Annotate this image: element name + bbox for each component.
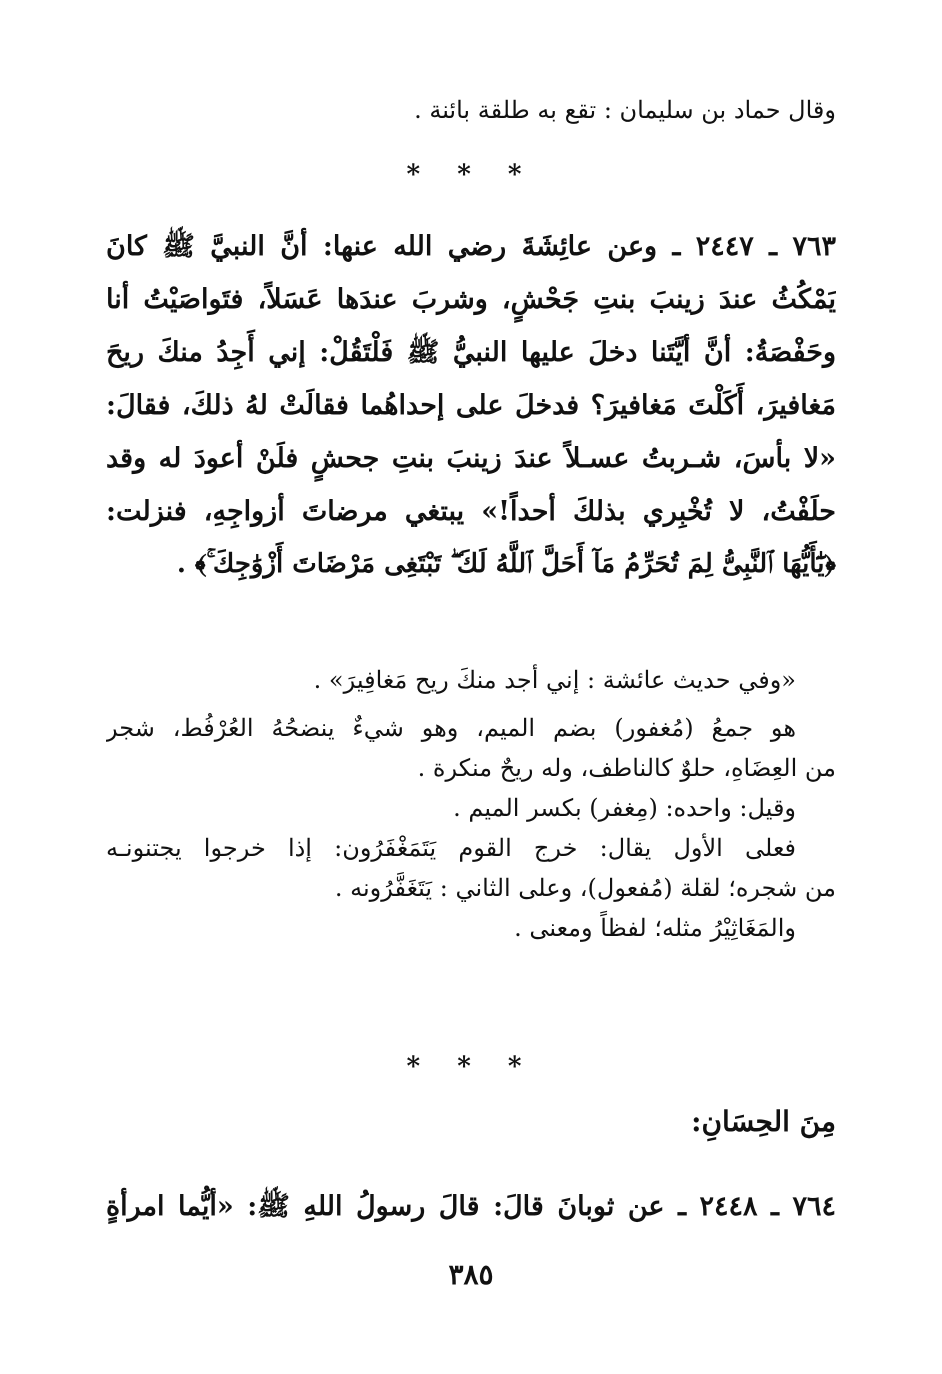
hadith-763: [106, 220, 836, 591]
hadith-763-line-5: «لا بأسَ، شـربتُ عسـلاً عندَ زينبَ بنتِ جحشٍ فلَنْ أعودَ له وقد: [106, 443, 836, 474]
separator-top: * * *: [406, 160, 536, 190]
hadith-763-line-6: حلَفْتُ، لا تُخْبِري بذلكَ أحداً!» يبتغي مرضاتَ أزواجِهِ، فنزلت:: [106, 496, 836, 527]
hadith-763-line-1: ٧٦٣ ـ ٢٤٤٧ ـ وعن عائِشَةَ رضي الله عنها: أنَّ النبيَّ ﷺ كانَ: [106, 231, 836, 262]
hadith-764-line: ٧٦٤ ـ ٢٤٤٨ ـ عن ثوبانَ قالَ: قالَ رسولُ اللهِ ﷺ: «أيُّما امرأةٍ: [106, 1191, 836, 1222]
commentary-line-6: من شجره؛ لقلة (مُفعول)، وعلى الثاني : يَتَغَفَّرُونه .: [334, 874, 836, 902]
commentary: [106, 660, 836, 948]
section-heading: مِنَ الحِسَانِ:: [691, 1105, 836, 1138]
hadith-763-line-4: مَغافيرَ، أَكَلْتَ مَغافيرَ؟ فدخلَ على إحداهُما فقالَتْ لهُ ذلكَ، فقالَ:: [106, 390, 836, 421]
intro-line: وقال حماد بن سليمان : تقع به طلقة بائنة .: [414, 96, 836, 124]
commentary-line-4: وقيل: واحده: (مِغفر) بكسر الميم .: [453, 794, 796, 822]
commentary-line-1: «وفي حديث عائشة : إني أجد منكَ ريح مَغافِيرَ» .: [313, 666, 796, 694]
commentary-line-3: من العِضَاهِ، حلوٌ كالناطف، وله ريحٌ منكرة .: [417, 754, 836, 782]
hadith-763-line-2: يَمْكُثُ عندَ زينبَ بنتِ جَحْشٍ، وشربَ عندَها عَسَلاً، فتَواصَيْتُ أنا: [106, 284, 836, 315]
hadith-763-line-3: وحَفْصَةُ: أنَّ أيَّتَنا دخلَ عليها النبيُّ ﷺ فَلْتَقُلْ: إني أَجِدُ منكَ ريحَ: [106, 337, 836, 368]
separator-bottom: * * *: [406, 1052, 536, 1082]
quran-verse: ﴿يَٰٓأَيُّهَا ٱلنَّبِىُّ لِمَ تُحَرِّمُ مَآ أَحَلَّ ٱللَّهُ لَكَ ۖ تَبْتَغِى مَرْضَاتَ أَزْوَٰجِكَ ۚ﴾ .: [176, 549, 836, 579]
commentary-line-2: هو جمعُ (مُغفور) بضم الميم، وهو شيءٌ ينضحُهُ العُرْفُط، شجر: [106, 714, 796, 742]
commentary-line-5: فعلى الأول يقال: خرج القوم يَتَمَغْفَرُون: إذا خرجوا يجتنونـه: [106, 834, 796, 862]
commentary-line-7: والمَغَاثِيْرُ مثله؛ لفظاً ومعنى .: [514, 914, 796, 942]
page-number: ٣٨٥: [448, 1258, 494, 1291]
